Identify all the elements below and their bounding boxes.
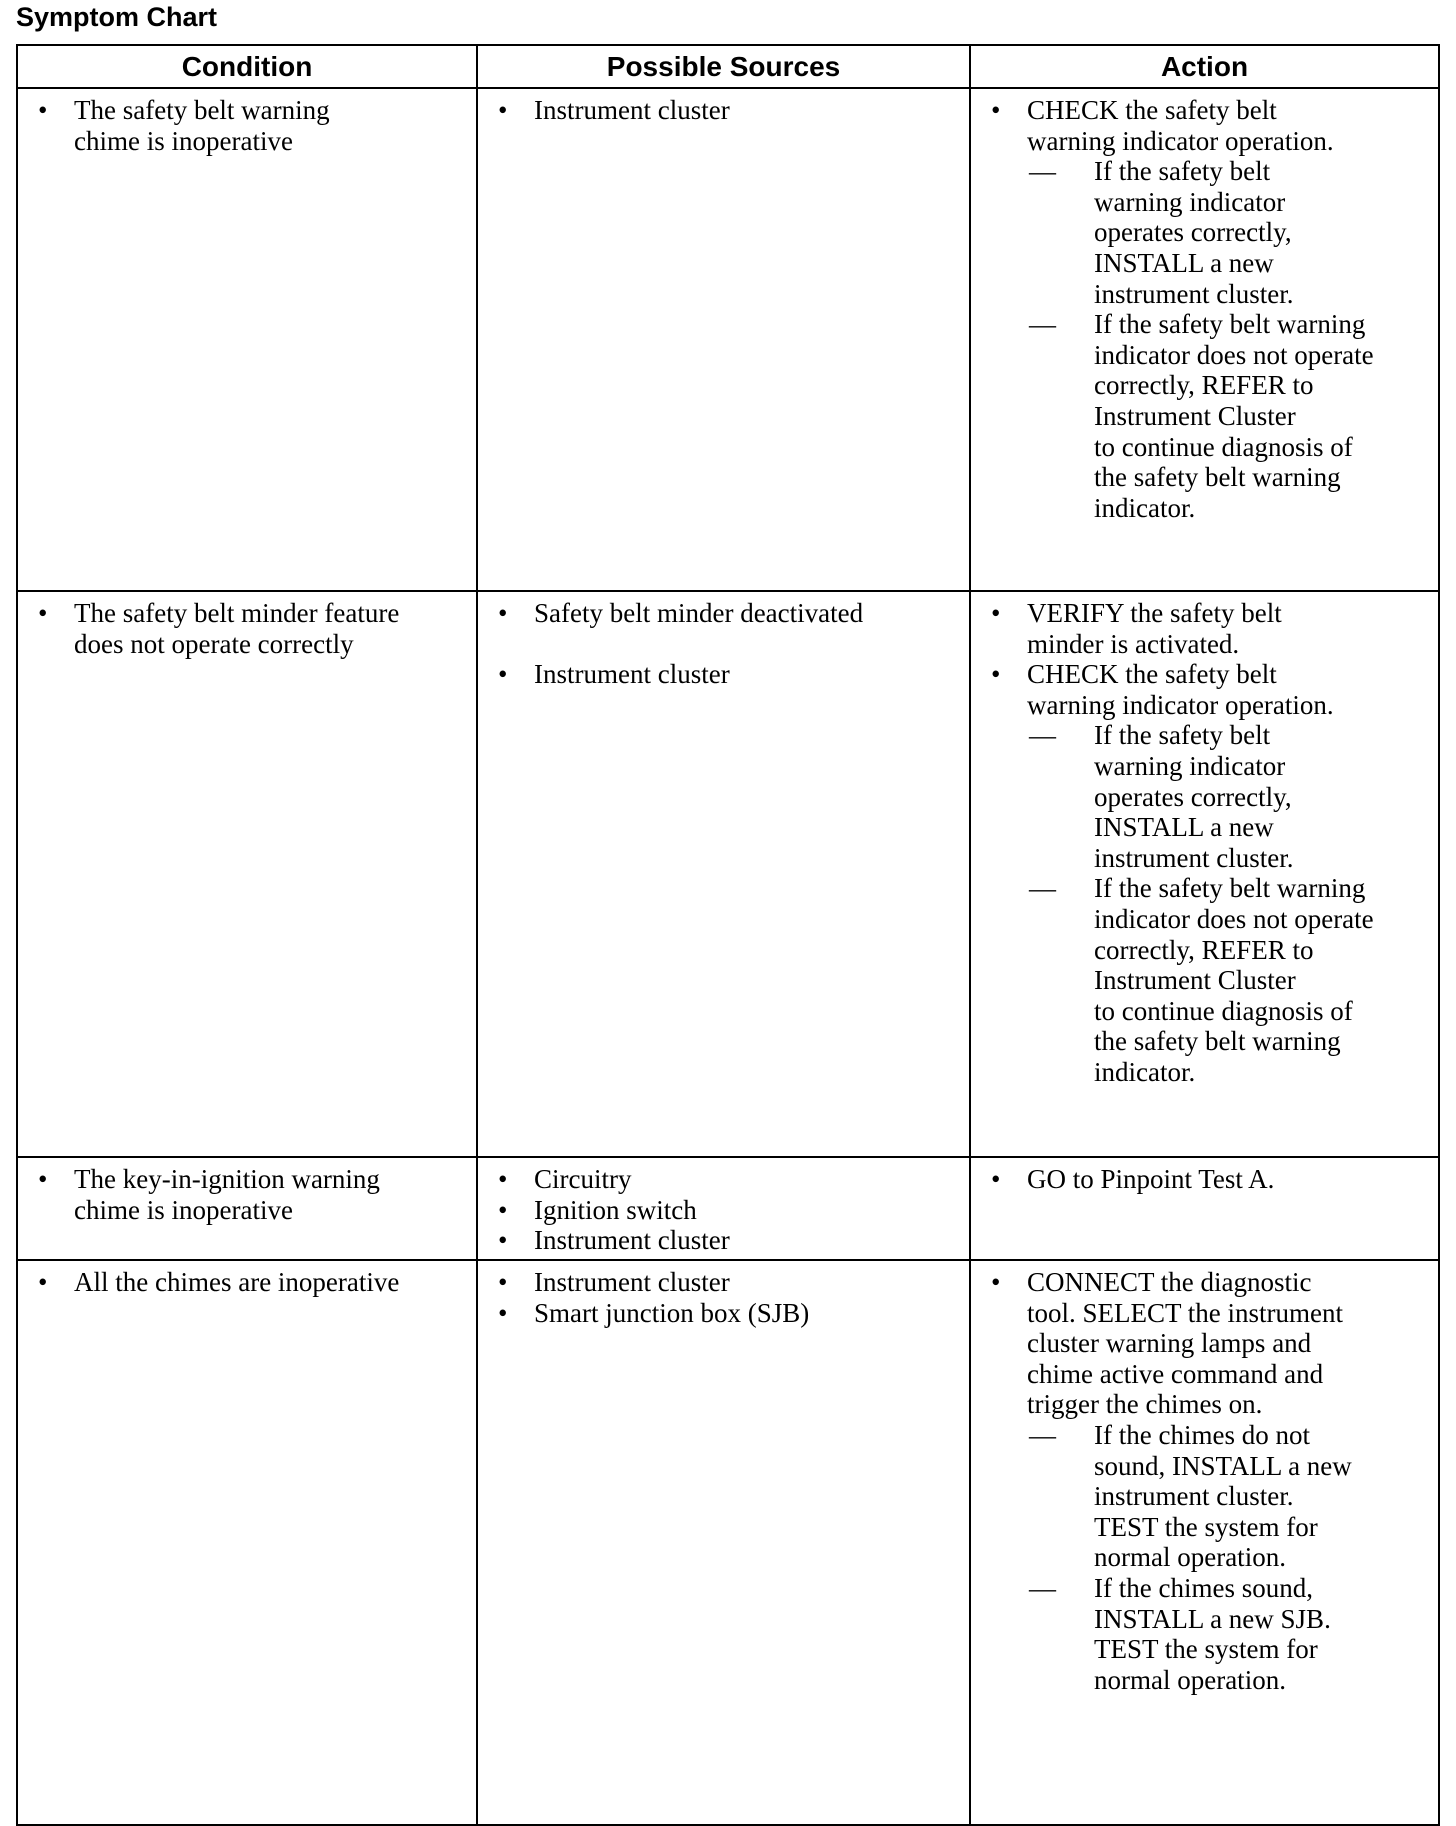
action-text: CHECK the safety belt warning indicator operation.	[1027, 659, 1334, 720]
source-text: Safety belt minder deactivated	[534, 598, 864, 628]
action-subitem-text: If the safety belt warning indicator operates correctly, INSTALL a new instrument cluster.	[1094, 156, 1294, 309]
source-item	[478, 659, 969, 690]
bullet-icon: •	[991, 598, 1001, 628]
possible-sources-cell	[477, 1157, 970, 1260]
action-cell	[970, 1157, 1439, 1260]
condition-cell	[17, 591, 477, 1157]
condition-item	[18, 1267, 476, 1298]
possible-sources-cell	[477, 591, 970, 1157]
source-item	[478, 598, 969, 629]
bullet-icon: •	[991, 659, 1001, 690]
action-cell	[970, 1260, 1439, 1825]
action-subitem-text: If the chimes sound, INSTALL a new SJB. TEST the system for normal operation.	[1094, 1572, 1331, 1695]
header-possible-sources: Possible Sources	[477, 45, 970, 88]
bullet-icon: •	[498, 1194, 508, 1225]
source-item	[478, 1164, 969, 1195]
header-action: Action	[970, 45, 1439, 88]
source-text: Circuitry	[534, 1164, 632, 1194]
action-text: VERIFY the safety belt minder is activated.	[1027, 598, 1282, 659]
bullet-icon: •	[498, 1225, 508, 1256]
table-row	[17, 1157, 1439, 1260]
action-cell	[970, 591, 1439, 1157]
dash-icon: —	[1029, 1419, 1056, 1450]
source-text: Instrument cluster	[534, 95, 730, 125]
action-item	[971, 1267, 1438, 1420]
condition-text: All the chimes are inoperative	[74, 1267, 400, 1297]
bullet-icon: •	[991, 1267, 1001, 1297]
bullet-icon: •	[991, 95, 1001, 125]
action-subitem	[971, 1420, 1438, 1573]
action-subitem-text: If the safety belt warning indicator does not operate correctly, REFER to Instrument Cluster to continue diagnosis of the safety belt warning indicator.	[1094, 309, 1374, 523]
dash-icon: —	[1029, 720, 1056, 751]
table-header-row	[17, 45, 1439, 88]
bullet-icon: •	[498, 1267, 508, 1297]
source-text: Instrument cluster	[534, 1225, 730, 1256]
action-subitem	[971, 873, 1438, 1087]
action-subitem	[971, 309, 1438, 523]
action-subitem	[971, 720, 1438, 873]
table-row	[17, 591, 1439, 1157]
spacer	[478, 629, 969, 659]
source-item	[478, 1225, 969, 1256]
possible-sources-cell	[477, 88, 970, 591]
header-condition: Condition	[17, 45, 477, 88]
source-text: Instrument cluster	[534, 1267, 730, 1297]
condition-item	[18, 1164, 476, 1225]
action-subitem	[971, 156, 1438, 309]
action-text: CONNECT the diagnostic tool. SELECT the instrument cluster warning lamps and chime active command and trigger the chimes on.	[1027, 1267, 1343, 1420]
table-row	[17, 88, 1439, 591]
action-subitem	[971, 1573, 1438, 1695]
dash-icon: —	[1029, 156, 1056, 187]
dash-icon: —	[1029, 873, 1056, 904]
dash-icon: —	[1029, 1572, 1056, 1603]
action-subitem-text: If the safety belt warning indicator operates correctly, INSTALL a new instrument cluster.	[1094, 720, 1294, 873]
condition-cell	[17, 88, 477, 591]
action-subitem-text: If the safety belt warning indicator does not operate correctly, REFER to Instrument Cluster to continue diagnosis of the safety belt warning indicator.	[1094, 873, 1374, 1087]
dash-icon: —	[1029, 309, 1056, 340]
condition-text: The key-in-ignition warning chime is inoperative	[74, 1164, 380, 1225]
symptom-chart-table	[16, 44, 1440, 1826]
source-item	[478, 1195, 969, 1226]
bullet-icon: •	[38, 1164, 48, 1194]
bullet-icon: •	[38, 1267, 48, 1297]
action-text: GO to Pinpoint Test A.	[1027, 1164, 1275, 1194]
condition-item	[18, 598, 476, 659]
condition-text: The safety belt minder feature does not operate correctly	[74, 598, 400, 659]
condition-cell	[17, 1260, 477, 1825]
action-text: CHECK the safety belt warning indicator operation.	[1027, 95, 1334, 156]
bullet-icon: •	[498, 1297, 508, 1328]
condition-cell	[17, 1157, 477, 1260]
action-cell	[970, 88, 1439, 591]
action-item	[971, 598, 1438, 659]
action-item	[971, 1164, 1438, 1195]
bullet-icon: •	[498, 1164, 508, 1194]
condition-text: The safety belt warning chime is inoperative	[74, 95, 330, 156]
source-item	[478, 95, 969, 126]
bullet-icon: •	[498, 598, 508, 628]
bullet-icon: •	[498, 658, 508, 689]
bullet-icon: •	[38, 95, 48, 125]
bullet-icon: •	[498, 95, 508, 125]
condition-item	[18, 95, 476, 156]
page-title: Symptom Chart	[16, 2, 218, 32]
source-text: Ignition switch	[534, 1194, 697, 1225]
action-subitem-text: If the chimes do not sound, INSTALL a new instrument cluster. TEST the system for normal operation.	[1094, 1419, 1352, 1573]
possible-sources-cell	[477, 1260, 970, 1825]
source-text: Instrument cluster	[534, 658, 730, 689]
source-item	[478, 1267, 969, 1298]
action-item	[971, 95, 1438, 156]
bullet-icon: •	[991, 1164, 1001, 1194]
action-item	[971, 659, 1438, 720]
bullet-icon: •	[38, 598, 48, 628]
source-text: Smart junction box (SJB)	[534, 1297, 810, 1328]
table-row	[17, 1260, 1439, 1825]
source-item	[478, 1298, 969, 1329]
